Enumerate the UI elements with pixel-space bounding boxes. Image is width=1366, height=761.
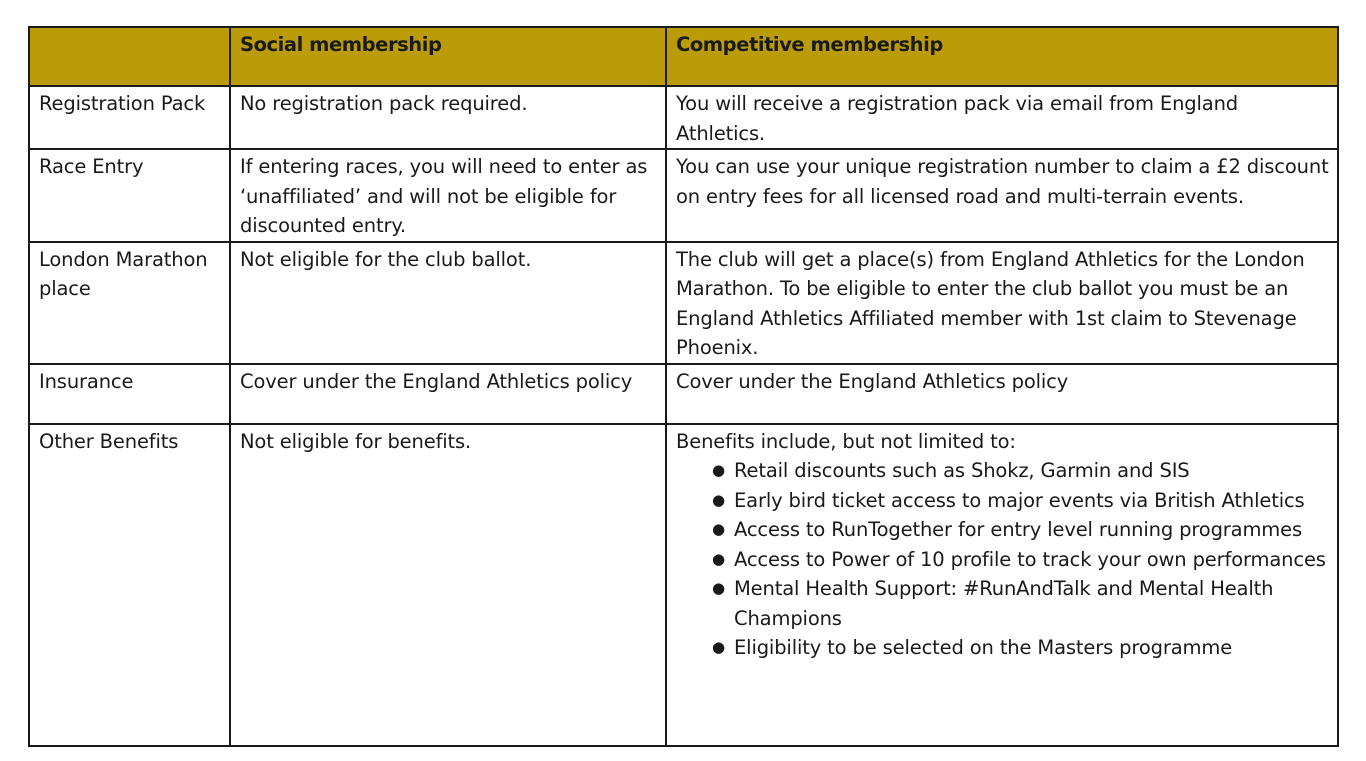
table-row	[29, 149, 1338, 242]
table-row	[29, 364, 1338, 424]
benefits-list	[676, 456, 1329, 663]
social-insurance: Cover under the England Athletics policy	[230, 364, 666, 424]
header-competitive-membership: Competitive membership	[666, 27, 1338, 86]
bullet-icon: ●	[712, 490, 725, 509]
table-row	[29, 86, 1338, 149]
row-label-insurance: Insurance	[29, 364, 230, 424]
header-row	[29, 27, 1338, 86]
competitive-insurance: Cover under the England Athletics policy	[666, 364, 1338, 424]
row-label-registration-pack: Registration Pack	[29, 86, 230, 149]
bullet-icon: ●	[712, 579, 725, 597]
row-label-london-marathon: London Marathon place	[29, 242, 230, 364]
table-row	[29, 424, 1338, 746]
membership-comparison-table	[28, 26, 1339, 747]
social-registration-pack: No registration pack required.	[230, 86, 666, 149]
competitive-other-benefits	[666, 424, 1338, 746]
benefit-text: Early bird ticket access to major events via British Athletics	[734, 488, 1305, 512]
benefit-text: Access to Power of 10 profile to track your own performances	[734, 547, 1326, 571]
list-item	[712, 515, 1329, 545]
list-item	[712, 633, 1329, 663]
header-social-membership: Social membership	[230, 27, 666, 86]
social-race-entry: If entering races, you will need to enter as ‘unaffiliated’ and will not be eligible for discounted entry.	[230, 149, 666, 242]
list-item	[712, 486, 1329, 516]
header-empty-cell	[29, 27, 230, 86]
bullet-icon: ●	[712, 638, 725, 656]
benefits-intro: Benefits include, but not limited to:	[676, 429, 1016, 453]
bullet-icon: ●	[712, 520, 725, 538]
row-label-race-entry: Race Entry	[29, 149, 230, 242]
benefit-text: Eligibility to be selected on the Masters programme	[734, 636, 1233, 659]
benefit-text: Mental Health Support: #RunAndTalk and Mental Health Champions	[734, 577, 1274, 630]
competitive-london-marathon: The club will get a place(s) from England Athletics for the London Marathon. To be eligible to enter the club ballot you must be an England Athletics Affiliated member with 1st claim to Stevenage Phoenix.	[666, 242, 1338, 364]
table-row	[29, 242, 1338, 364]
benefit-text: Access to RunTogether for entry level running programmes	[734, 518, 1303, 541]
row-label-other-benefits: Other Benefits	[29, 424, 230, 746]
bullet-icon: ●	[712, 549, 725, 568]
list-item	[712, 545, 1329, 575]
bullet-icon: ●	[712, 461, 725, 479]
competitive-race-entry: You can use your unique registration number to claim a £2 discount on entry fees for all licensed road and multi-terrain events.	[666, 149, 1338, 242]
competitive-registration-pack: You will receive a registration pack via email from England Athletics.	[666, 86, 1338, 149]
social-london-marathon: Not eligible for the club ballot.	[230, 242, 666, 364]
list-item	[712, 456, 1329, 486]
table-body	[29, 86, 1338, 746]
social-other-benefits: Not eligible for benefits.	[230, 424, 666, 746]
list-item	[712, 574, 1329, 633]
benefit-text: Retail discounts such as Shokz, Garmin and SIS	[734, 459, 1190, 482]
table-header	[29, 27, 1338, 86]
